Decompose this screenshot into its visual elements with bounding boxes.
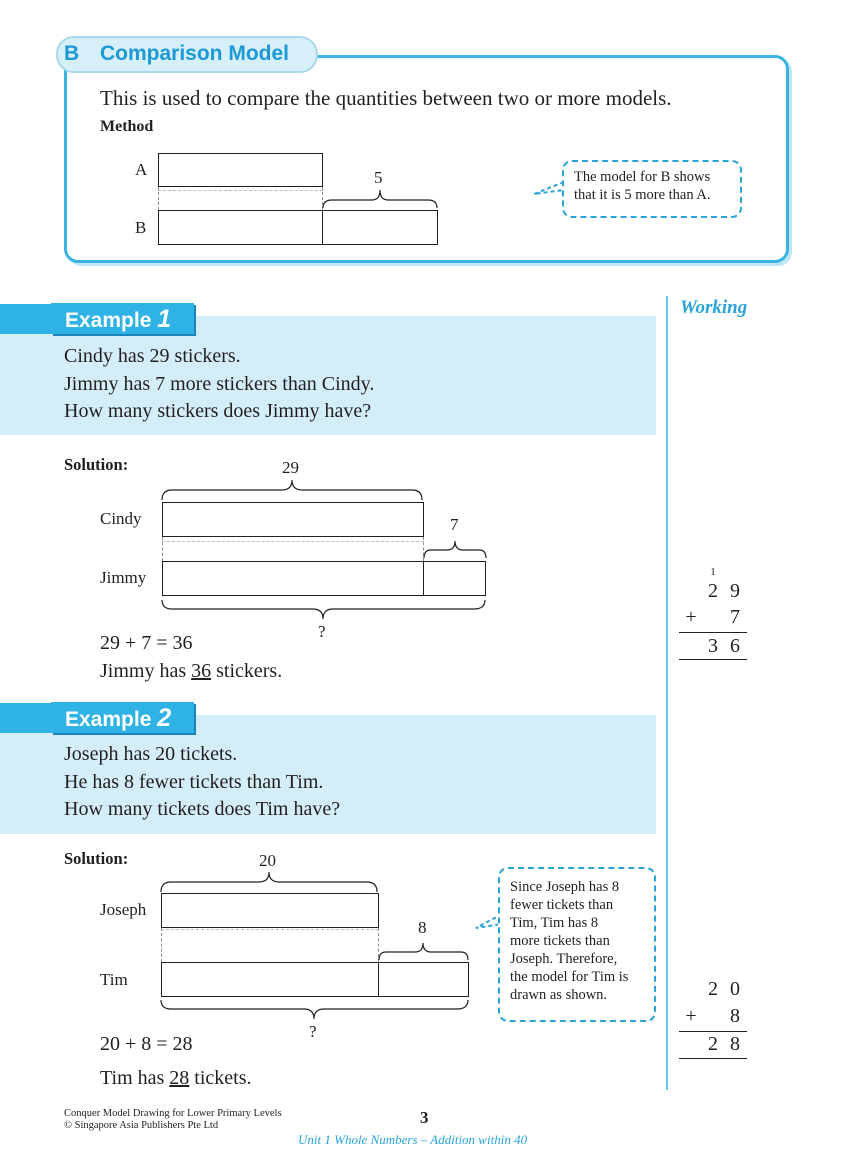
bubble-pointer: [530, 178, 566, 198]
working-digit: 0: [730, 978, 740, 1000]
example1-stripe: [0, 304, 51, 334]
working-operator: +: [685, 606, 697, 628]
difference-brace: [423, 538, 487, 560]
model-label-a: A: [135, 160, 148, 179]
total-brace: [159, 998, 471, 1022]
bubble-line: fewer tickets than: [510, 897, 614, 913]
working-digit: 6: [730, 635, 740, 657]
page-number: 3: [420, 1108, 429, 1127]
model-difference: 7: [450, 515, 459, 534]
top-brace: [160, 478, 426, 502]
example2-stripe: [0, 703, 51, 733]
question-line: Cindy has 29 stickers.: [64, 345, 241, 367]
bar-b-extra: [322, 210, 438, 245]
model-total: ?: [318, 622, 326, 641]
bar-b-part: [158, 210, 323, 245]
section-description: This is used to compare the quantities between two or more models.: [100, 86, 672, 110]
question-line: Joseph has 20 tickets.: [64, 743, 238, 765]
example2-question: [64, 741, 340, 824]
bar-jimmy-extra: [423, 561, 486, 596]
bar-jimmy-part: [162, 561, 424, 596]
bar-cindy: [162, 502, 424, 537]
guide-line: [161, 928, 162, 962]
model-row-label: Tim: [100, 970, 128, 989]
working-digit: 7: [730, 606, 740, 628]
working-digit: 8: [730, 1005, 740, 1027]
working-rule: [679, 1031, 747, 1032]
top-brace: [159, 870, 381, 894]
method-label: Method: [100, 118, 154, 135]
answer-value: 28: [169, 1067, 190, 1089]
working-digit: 8: [730, 1033, 740, 1055]
working-divider: [666, 296, 668, 1090]
equation: 29 + 7 = 36: [100, 632, 193, 654]
model-total: ?: [309, 1022, 317, 1041]
carry-digit: 1: [710, 566, 716, 578]
book-title: Conquer Model Drawing for Lower Primary Levels: [64, 1108, 282, 1119]
section-title: Comparison Model: [100, 42, 290, 65]
bubble-line: the model for Tim is: [510, 969, 629, 985]
footer-credits: [64, 1108, 282, 1132]
model-label-b: B: [135, 218, 147, 237]
total-brace: [160, 598, 488, 622]
difference-value: 5: [374, 168, 383, 187]
working-digit: 2: [708, 580, 718, 602]
example1-heading: [65, 305, 171, 334]
solution-label: Solution:: [64, 849, 129, 868]
model-top-value: 20: [259, 851, 276, 870]
answer-text: Tim has: [100, 1067, 170, 1089]
bubble-line: Joseph. Therefore,: [510, 951, 618, 967]
guide-line: [161, 929, 379, 930]
answer-value: 36: [191, 660, 212, 682]
working-digit: 2: [708, 1033, 718, 1055]
guide-line: [158, 190, 323, 191]
working-label: Working: [680, 297, 748, 318]
working-operator: +: [685, 1005, 697, 1027]
copyright: © Singapore Asia Publishers Pte Ltd: [64, 1120, 219, 1131]
question-line: Jimmy has 7 more stickers than Cindy.: [64, 372, 375, 395]
difference-brace: [322, 188, 439, 210]
model-row-label: Jimmy: [100, 568, 147, 587]
model-row-label: Cindy: [100, 509, 142, 528]
bubble-line: drawn as shown.: [510, 987, 608, 1003]
section-letter: B: [64, 42, 80, 65]
example2-heading: [65, 704, 171, 733]
working-digit: 2: [708, 978, 718, 1000]
bubble-line: Tim, Tim has 8: [510, 915, 599, 931]
bubble-line: The model for B shows: [574, 169, 711, 185]
bar-joseph: [161, 893, 379, 928]
bar-tim-extra: [378, 962, 469, 997]
guide-line: [162, 541, 424, 542]
bubble-line: Since Joseph has 8: [510, 879, 620, 895]
example-label: Example: [65, 309, 152, 332]
model-top-value: 29: [282, 458, 299, 477]
unit-title: Unit 1 Whole Numbers – Addition within 40: [298, 1132, 528, 1147]
working-digit: 3: [708, 635, 718, 657]
example-label: Example: [65, 708, 152, 731]
example-number: 1: [157, 305, 172, 333]
answer-sentence: [100, 1067, 252, 1090]
bubble-line: more tickets than: [510, 933, 610, 949]
question-line: How many tickets does Tim have?: [64, 798, 341, 820]
difference-brace: [378, 940, 470, 962]
question-line: He has 8 fewer tickets than Tim.: [64, 770, 324, 793]
model-difference: 8: [418, 918, 427, 937]
working-rule: [679, 632, 747, 633]
answer-text: stickers.: [211, 660, 283, 682]
answer-sentence: [100, 660, 282, 683]
example-number: 2: [157, 704, 172, 732]
answer-text: Jimmy has: [100, 660, 192, 682]
answer-text: tickets.: [189, 1067, 252, 1089]
b-explanation-bubble: [562, 160, 742, 218]
bubble-line: that it is 5 more than A.: [574, 187, 711, 203]
working-rule: [679, 1058, 747, 1059]
working-digit: 9: [730, 580, 740, 602]
example1-question: [64, 343, 374, 426]
example2-explanation-bubble: [498, 867, 656, 1022]
working-rule: [679, 659, 747, 660]
question-line: How many stickers does Jimmy have?: [64, 400, 372, 422]
solution-label: Solution:: [64, 455, 129, 474]
model-row-label: Joseph: [100, 900, 147, 919]
bar-a: [158, 153, 323, 187]
bar-tim-part: [161, 962, 379, 997]
equation: 20 + 8 = 28: [100, 1033, 193, 1055]
